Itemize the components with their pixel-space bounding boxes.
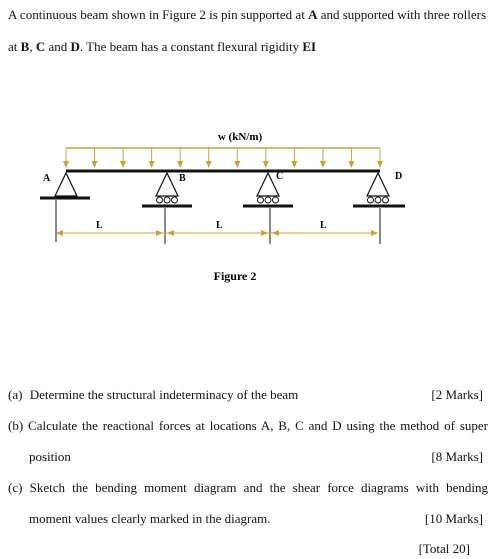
load-arrow-head — [234, 161, 240, 168]
load-arrow-head — [177, 161, 183, 168]
support-label-b: B — [179, 173, 186, 184]
question-b-line-2: position — [29, 449, 71, 464]
question-b-label: (b) — [8, 418, 24, 433]
support-label-d: D — [395, 171, 403, 182]
question-b-line-1 — [8, 418, 488, 434]
span-label-ab: L — [96, 220, 103, 231]
load-arrow-head — [320, 161, 326, 168]
support-d-ref: D — [70, 39, 80, 54]
intro-line-1 — [8, 7, 486, 23]
question-a-marks: [2 Marks] — [431, 387, 483, 402]
load-arrow-head — [291, 161, 297, 168]
support-c-ref: C — [35, 39, 46, 54]
question-c-line-1 — [8, 480, 488, 496]
question-c-line-2: moment values clearly marked in the diagram. — [29, 511, 271, 526]
load-arrow-head — [263, 161, 269, 168]
question-c-marks: [10 Marks] — [424, 511, 483, 526]
total-marks: [Total 20] — [418, 541, 470, 556]
intro-text: A continuous beam shown in Figure 2 is pin supported at — [8, 7, 309, 22]
support-b-ref: B — [20, 39, 30, 54]
intro-text: at — [8, 39, 21, 54]
intro-text: . The beam has a constant flexural rigidity — [79, 39, 303, 54]
question-b-text: Calculate the reactional forces at locations A, B, C and D using the method of super — [28, 418, 489, 433]
intro-text: and — [45, 39, 71, 54]
question-a-text: Determine the structural indeterminacy of the beam — [29, 387, 299, 402]
load-arrow-head — [92, 161, 98, 168]
intro-text: , — [29, 39, 36, 54]
load-arrow-head — [206, 161, 212, 168]
distributed-load-arrows — [63, 148, 383, 168]
support-a-ref: A — [308, 7, 318, 22]
span-label-cd: L — [320, 220, 327, 231]
load-arrow-head — [377, 161, 383, 168]
load-arrow-head — [149, 161, 155, 168]
question-b-marks: [8 Marks] — [431, 449, 483, 464]
question-a — [8, 387, 298, 403]
figure-caption: Figure 2 — [213, 269, 257, 283]
support-label-a: A — [43, 173, 51, 184]
load-label: w (kN/m) — [217, 131, 263, 143]
question-a-label: (a) — [8, 387, 23, 402]
load-arrow-head — [120, 161, 126, 168]
question-c-text: Sketch the bending moment diagram and the shear force diagrams with bending — [29, 480, 488, 495]
support-label-c: C — [276, 171, 284, 182]
span-label-bc: L — [216, 220, 223, 231]
flexural-rigidity-symbol: EI — [302, 39, 317, 54]
intro-line-2 — [8, 39, 316, 55]
question-c-label: (c) — [8, 480, 23, 495]
intro-text: and supported with three rollers — [317, 7, 487, 22]
load-arrow-head — [348, 161, 354, 168]
beam-figure — [0, 120, 496, 420]
load-arrow-head — [63, 161, 69, 168]
